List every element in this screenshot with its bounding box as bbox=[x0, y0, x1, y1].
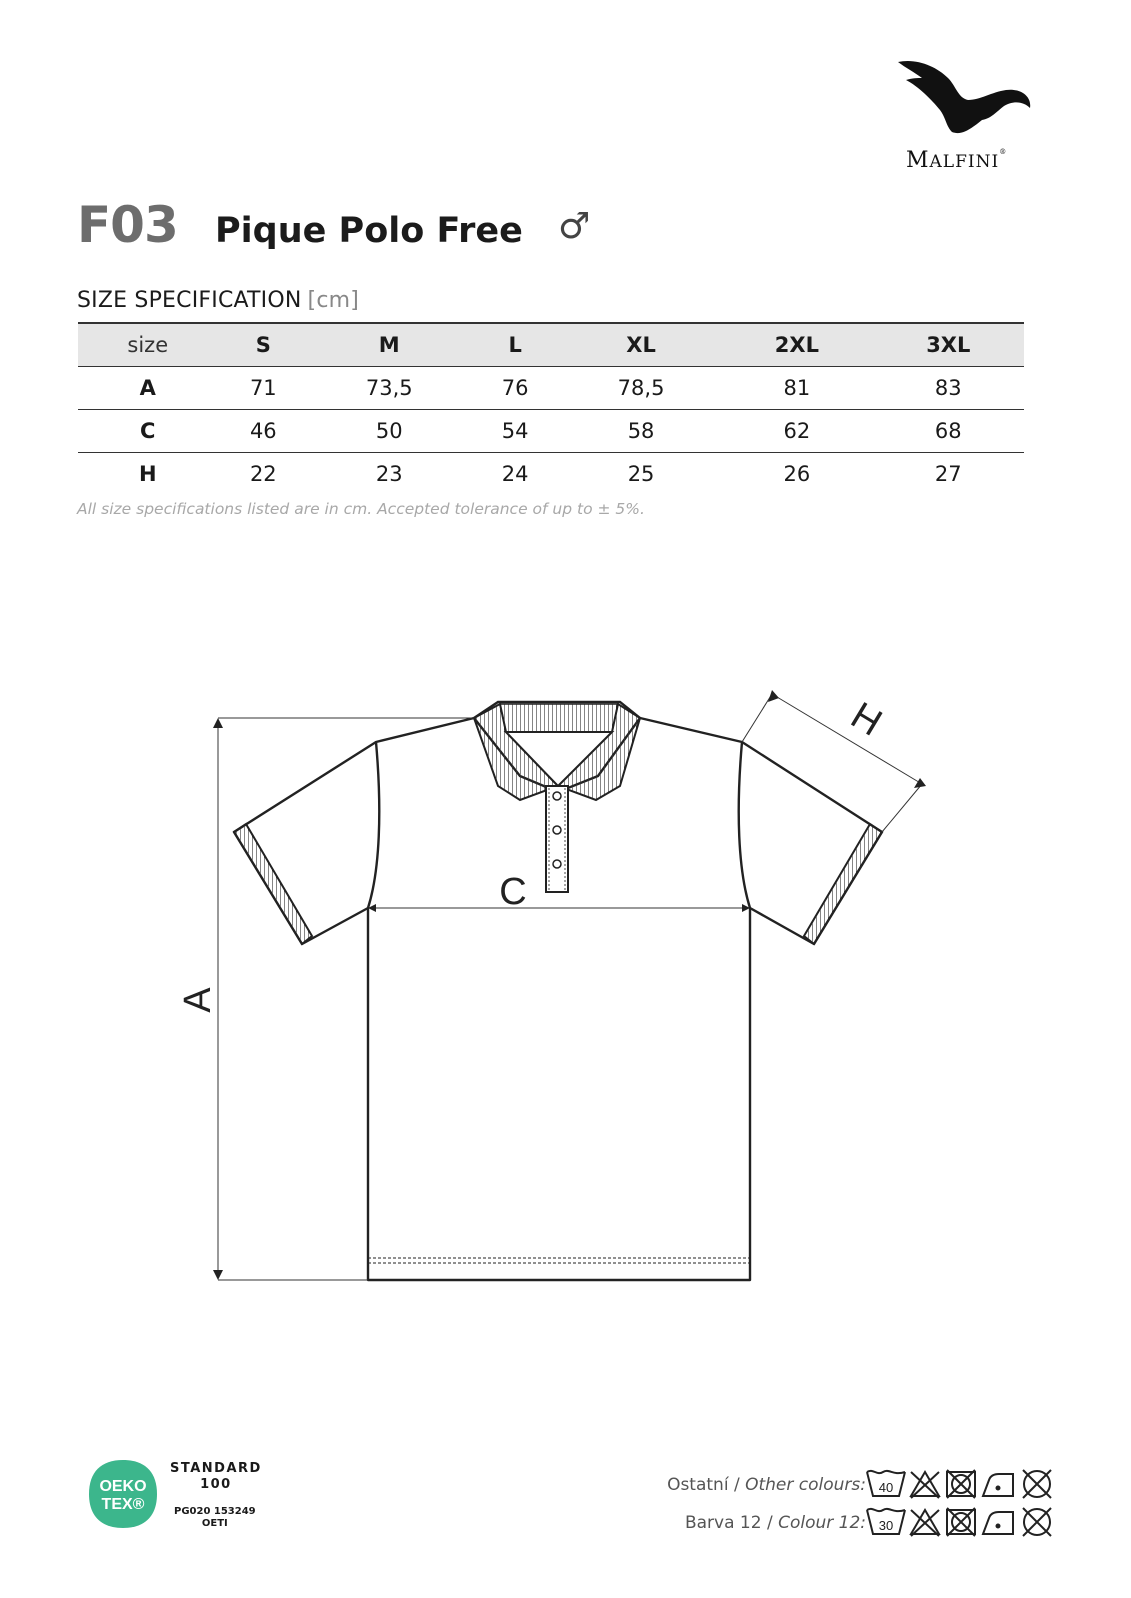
table-cell: 50 bbox=[375, 419, 403, 443]
row-label: A bbox=[139, 376, 156, 400]
spec-heading bbox=[77, 288, 359, 313]
spec-heading-text: SIZE SPECIFICATION bbox=[77, 288, 302, 313]
table-row bbox=[78, 367, 1024, 410]
column-header: 3XL bbox=[926, 333, 971, 357]
table-cell: 76 bbox=[501, 376, 529, 400]
standard-text: STANDARD bbox=[170, 1461, 262, 1476]
care-icons-colour12 bbox=[865, 1504, 1071, 1540]
column-header: S bbox=[255, 333, 271, 357]
table-cell: 27 bbox=[934, 462, 962, 486]
table-cell: 24 bbox=[501, 462, 529, 486]
column-header: size bbox=[127, 333, 169, 357]
table-cell: 54 bbox=[501, 419, 529, 443]
table-cell: 83 bbox=[934, 376, 962, 400]
oeko-line1: OEKO bbox=[99, 1478, 147, 1495]
row-label: H bbox=[138, 462, 157, 486]
brand-wordmark: MALFINI® bbox=[906, 148, 1008, 173]
spec-unit: [cm] bbox=[307, 288, 360, 313]
no-bleach-icon bbox=[911, 1510, 939, 1536]
iron-icon bbox=[983, 1512, 1013, 1534]
oeko-line2: TEX® bbox=[101, 1496, 145, 1513]
table-cell: 25 bbox=[627, 462, 655, 486]
no-dry-clean-icon bbox=[1023, 1508, 1051, 1536]
standard-label bbox=[170, 1461, 262, 1493]
no-tumble-dry-icon bbox=[947, 1470, 975, 1498]
tolerance-note: All size specifications listed are in cm. Accepted tolerance of up to ± 5%. bbox=[77, 500, 645, 518]
table-row bbox=[78, 453, 1024, 496]
polo-shirt-diagram bbox=[160, 690, 960, 1330]
table-row bbox=[78, 410, 1024, 453]
table-cell: 62 bbox=[783, 419, 811, 443]
dimension-h-label: H bbox=[843, 694, 889, 745]
size-header-row bbox=[78, 323, 1024, 367]
care-label-en: Colour 12: bbox=[778, 1513, 866, 1533]
wash-temperature: 30 bbox=[878, 1518, 894, 1533]
size-table bbox=[78, 322, 1024, 495]
wash-temperature: 40 bbox=[878, 1480, 894, 1495]
certificate-info bbox=[174, 1506, 256, 1530]
table-cell: 46 bbox=[249, 419, 277, 443]
product-name: Pique Polo Free bbox=[215, 211, 523, 251]
table-cell: 73,5 bbox=[365, 376, 413, 400]
care-icons-other bbox=[865, 1466, 1071, 1502]
care-label-colour12 bbox=[685, 1513, 866, 1533]
column-header: L bbox=[508, 333, 522, 357]
table-cell: 23 bbox=[375, 462, 403, 486]
no-bleach-icon bbox=[911, 1472, 939, 1498]
male-gender-icon: ♂ bbox=[558, 206, 591, 247]
product-code: F03 bbox=[77, 196, 178, 254]
table-cell: 22 bbox=[249, 462, 277, 486]
table-cell: 81 bbox=[783, 376, 811, 400]
certificate-institute: OETI bbox=[201, 1518, 228, 1529]
table-cell: 78,5 bbox=[617, 376, 665, 400]
no-dry-clean-icon bbox=[1023, 1470, 1051, 1498]
column-header: M bbox=[378, 333, 400, 357]
no-tumble-dry-icon bbox=[947, 1508, 975, 1536]
column-header: XL bbox=[626, 333, 656, 357]
certificate-number: PG020 153249 bbox=[174, 1506, 256, 1517]
table-cell: 58 bbox=[627, 419, 655, 443]
care-label-cz: Ostatní / bbox=[667, 1475, 740, 1495]
standard-number: 100 bbox=[200, 1477, 232, 1492]
dimension-a-label: A bbox=[177, 987, 219, 1013]
dimension-c-label: C bbox=[499, 871, 527, 913]
care-label-cz: Barva 12 / bbox=[684, 1513, 773, 1533]
table-cell: 26 bbox=[783, 462, 811, 486]
table-cell: 71 bbox=[249, 376, 277, 400]
column-header: 2XL bbox=[774, 333, 819, 357]
oeko-tex-badge bbox=[87, 1458, 159, 1530]
table-cell: 68 bbox=[934, 419, 962, 443]
care-label-other bbox=[667, 1475, 866, 1495]
care-label-en: Other colours: bbox=[745, 1475, 866, 1495]
row-label: C bbox=[140, 419, 156, 443]
iron-icon bbox=[983, 1474, 1013, 1496]
